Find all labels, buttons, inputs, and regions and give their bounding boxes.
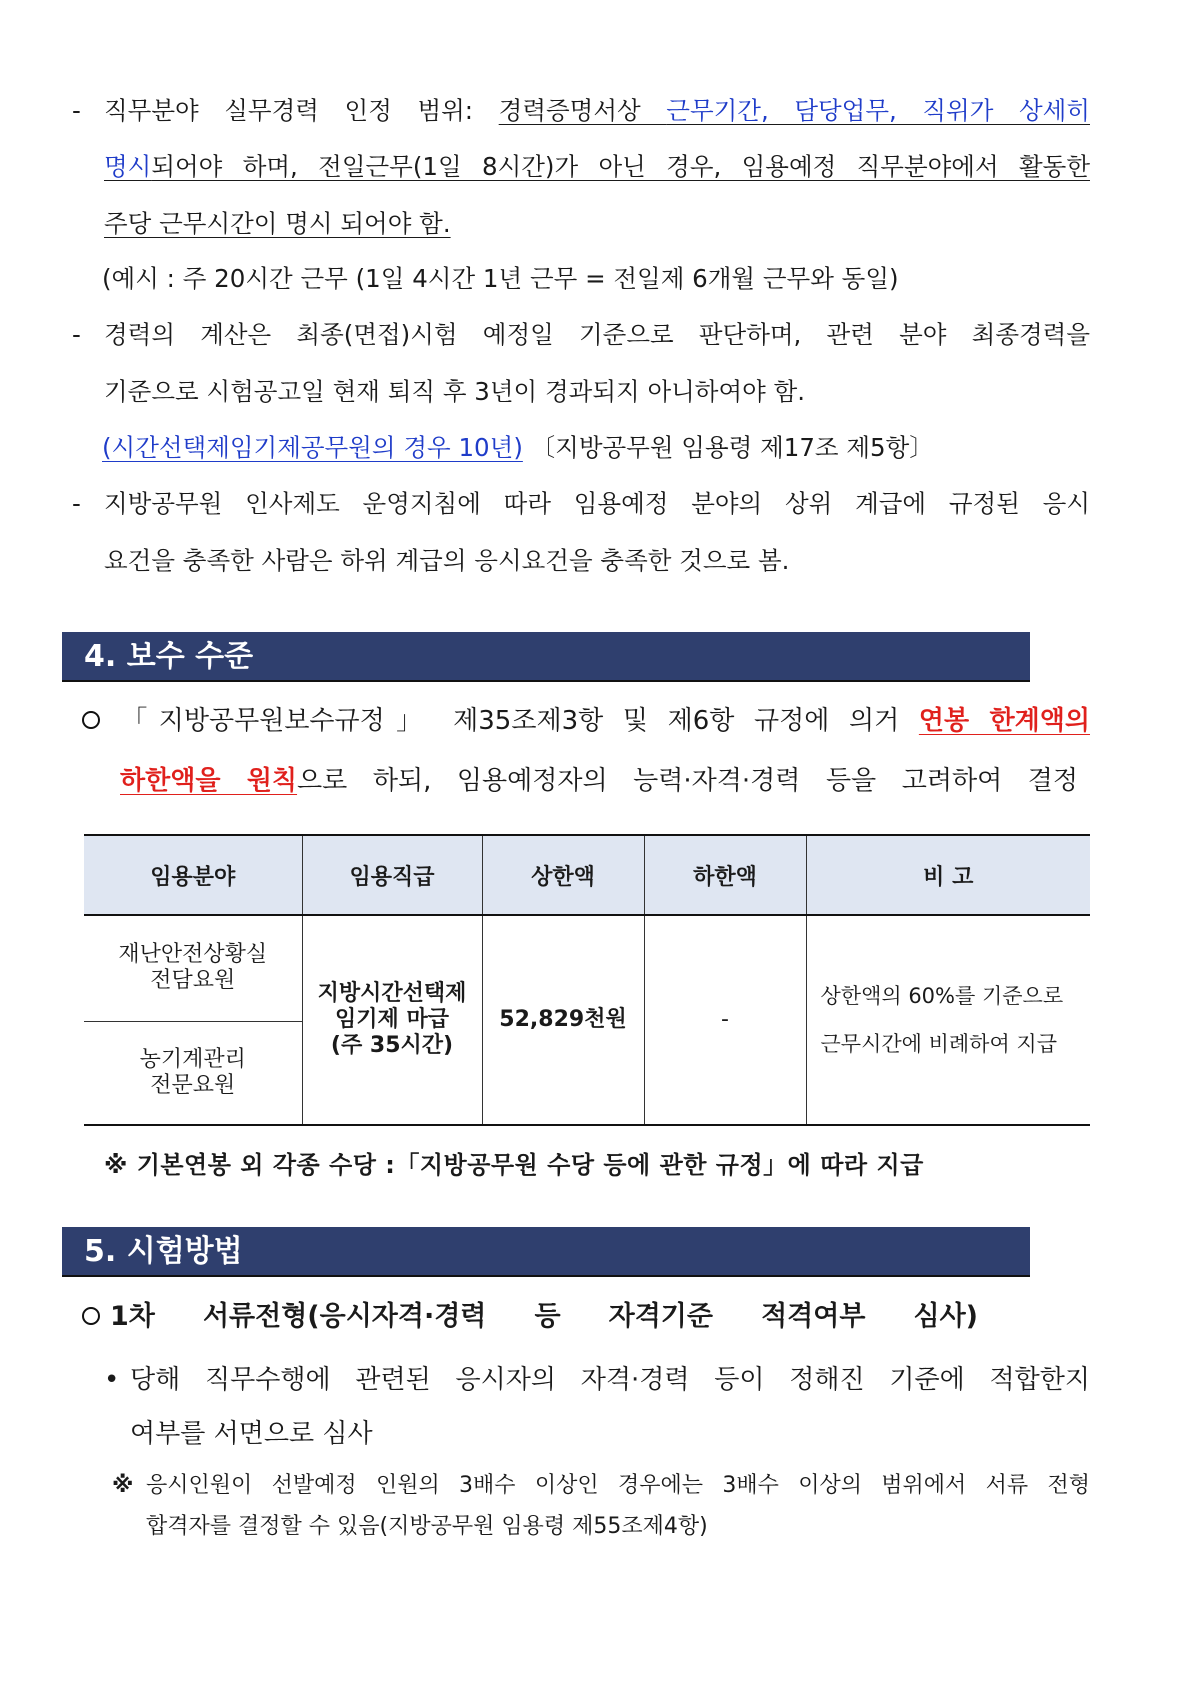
- career-calc-line-3: [102, 431, 934, 465]
- text-segment: 경력증명서상: [498, 96, 667, 125]
- header-field: 임용분야: [150, 864, 236, 890]
- header-grade: 임용직급: [302, 835, 482, 915]
- text-segment: 「지방공무원보수규정」 제35조제3항 및 제6항 규정에 의거: [110, 706, 919, 736]
- cell-field-disaster: [84, 915, 302, 1021]
- career-calc-line-1: 경력의 계산은 최종(면접)시험 예정일 기준으로 판단하며, 관련 분야 최종경력을: [104, 320, 1090, 349]
- text-segment: 1차 서류전형(응시자격·경력 등 자격기준 적격여부 심사): [110, 1301, 978, 1332]
- cell-text: [318, 981, 467, 1059]
- reference-mark-icon: ※: [112, 1473, 134, 1498]
- eligibility-paragraph-1-line-1: [104, 94, 1090, 128]
- table-header-row: [84, 835, 1090, 915]
- cell-line: 농기계관리: [139, 1046, 246, 1072]
- blue-emphasis: (시간선택제임기제공무원의 경우 10년): [102, 433, 523, 462]
- dash-bullet-3: -: [72, 489, 81, 518]
- cell-remarks: [806, 915, 1090, 1125]
- dash-bullet-2: -: [72, 320, 81, 349]
- text-segment: 으로 하되, 임용예정자의 능력·자격·경력 등을 고려하여 결정: [297, 766, 1078, 796]
- applicant-ratio-note-line-1: 응시인원이 선발예정 인원의 3배수 이상인 경우에는 3배수 이상의 범위에서 서류 전형: [146, 1473, 1090, 1498]
- pay-paragraph-line-1: [82, 704, 1090, 738]
- cell-line: 지방시간선택제: [317, 981, 467, 1006]
- career-calc-line-2: 기준으로 시험공고일 현재 퇴직 후 3년이 경과되지 아니하여야 함.: [104, 377, 806, 406]
- cell-line: 전담요원: [150, 968, 236, 994]
- cell-text: [140, 1047, 246, 1099]
- cell-text: [118, 942, 267, 994]
- blue-emphasis: 근무기간, 담당업무, 직위가 상세히: [666, 96, 1090, 125]
- red-emphasis: 하한액을 원칙: [120, 766, 298, 796]
- upper-grade-line-2: 요건을 충족한 사람은 하위 계급의 응시요건을 충족한 것으로 봄.: [104, 546, 790, 575]
- document-review-line-2: 여부를 서면으로 심사: [130, 1419, 373, 1449]
- circle-bullet-icon: [82, 711, 100, 729]
- cell-line: 근무시간에 비례하여 지급: [820, 1032, 1057, 1056]
- header-remarks: 비 고: [806, 835, 1090, 915]
- cell-line: (주 35시간): [330, 1033, 454, 1058]
- cell-line: 상한액의 60%를 기준으로: [820, 984, 1064, 1008]
- applicant-ratio-note-line-2: 합격자를 결정할 수 있음(지방공무원 임용령 제55조제4항): [146, 1514, 708, 1539]
- cell-line: 임기제 마급: [335, 1007, 449, 1032]
- legal-reference: 〔지방공무원 임용령 제17조 제5항〕: [522, 433, 934, 462]
- blue-emphasis: 명시: [104, 152, 152, 181]
- allowance-note: ※ 기본연봉 외 각종 수당 :「지방공무원 수당 등에 관한 규정」에 따라 지급: [104, 1151, 924, 1179]
- text-segment: 직무분야 실무경력 인정 범위:: [104, 96, 499, 125]
- cell-field-farm-machinery: [84, 1021, 302, 1125]
- section-header-pay: 4. 보수 수준: [62, 632, 1030, 682]
- pay-paragraph-line-2: [120, 764, 1078, 798]
- cell-line: 재난안전상황실: [118, 942, 268, 968]
- section-header-exam: 5. 시험방법: [62, 1227, 1030, 1277]
- pay-table: [84, 834, 1090, 1126]
- small-bullet-icon: •: [104, 1365, 120, 1395]
- cell-grade: [302, 915, 482, 1125]
- upper-grade-line-1: 지방공무원 인사제도 운영지침에 따라 임용예정 분야의 상위 계급에 규정된 응시: [104, 489, 1090, 518]
- cell-line: 전문요원: [150, 1072, 236, 1098]
- text-segment: 되어야 하며, 전일근무(1일 8시간)가 아닌 경우, 임용예정 직무분야에서 활동한: [151, 152, 1090, 181]
- header-lower-limit: 하한액: [644, 835, 806, 915]
- eligibility-paragraph-1-line-2: [104, 150, 1090, 184]
- dash-bullet-1: -: [72, 96, 81, 125]
- circle-bullet-icon: [82, 1307, 100, 1325]
- exam-stage-1-heading: [82, 1300, 978, 1334]
- table-row: [84, 915, 1090, 1021]
- header-upper-limit: 상한액: [482, 835, 644, 915]
- example-note: (예시 : 주 20시간 근무 (1일 4시간 1년 근무 = 전일제 6개월 근무와 동일): [102, 264, 899, 293]
- document-review-line-1: 당해 직무수행에 관련된 응시자의 자격·경력 등이 정해진 기준에 적합한지: [130, 1365, 1090, 1395]
- cell-lower-limit: -: [644, 915, 806, 1125]
- red-emphasis: 연봉 한계액의: [918, 706, 1090, 736]
- eligibility-paragraph-1-line-3: 주당 근무시간이 명시 되어야 함.: [104, 209, 451, 238]
- cell-upper-limit: 52,829천원: [482, 915, 644, 1125]
- underlined-segment: [499, 96, 1090, 125]
